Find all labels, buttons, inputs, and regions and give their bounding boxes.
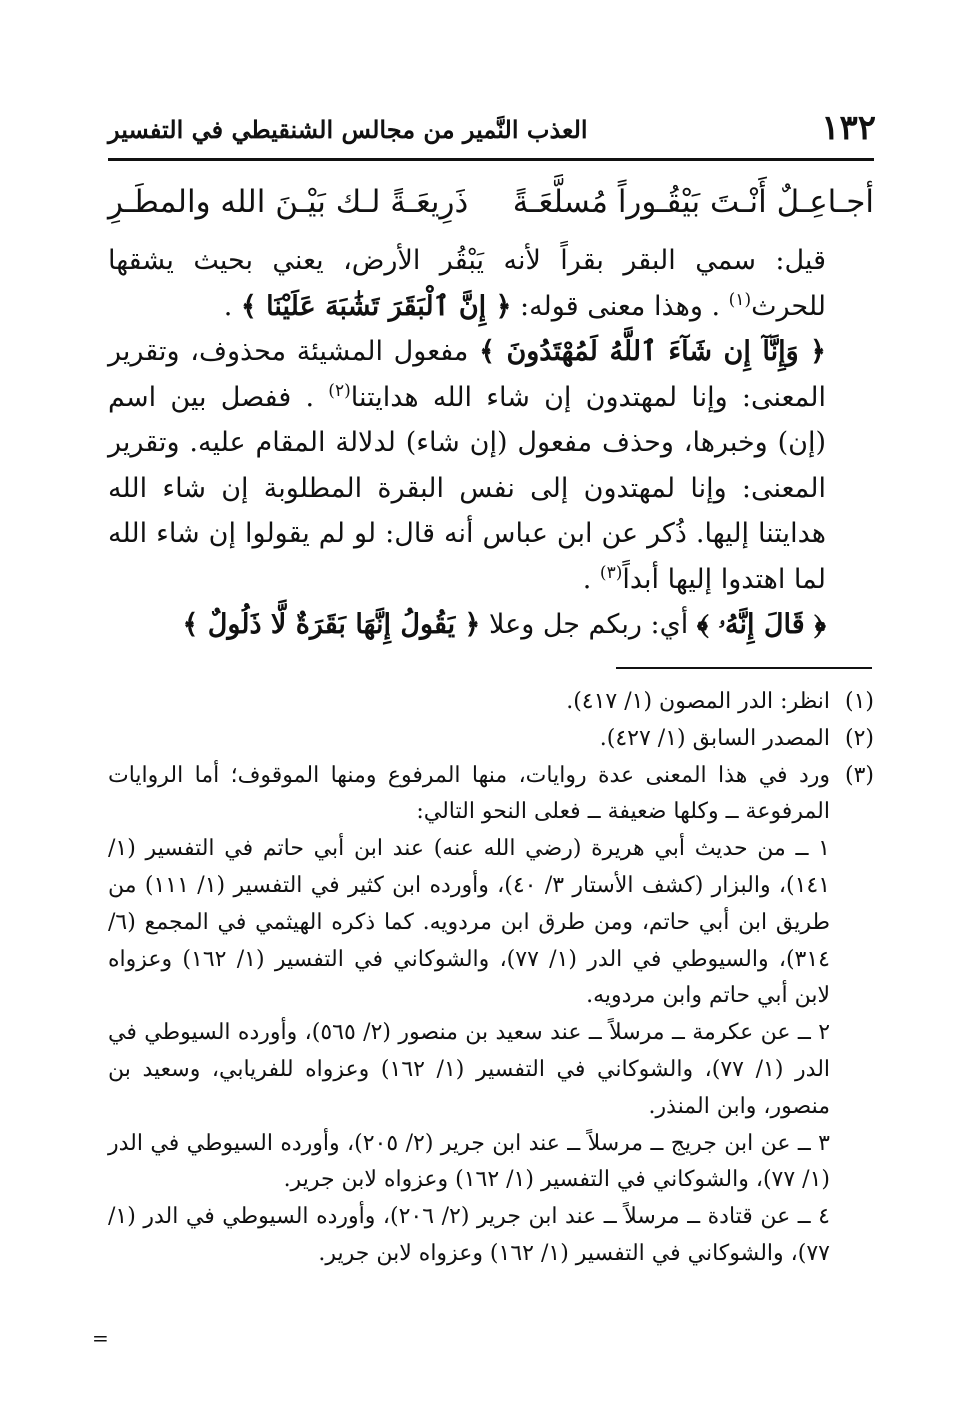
paragraph-1	[108, 238, 874, 329]
footnote-3	[108, 758, 874, 1273]
footnotes	[108, 684, 874, 1273]
footnote-number: (٣)	[844, 762, 874, 788]
quran-quote: ﴿ إِنَّ ٱلْبَقَرَ تَشَٰبَهَ عَلَيْنَا ﴾	[240, 290, 512, 322]
footnote-list-item: ٣ ــ عن ابن جريج ــ مرسلاً ــ عند ابن جرير (٢/ ٢٠٥)، وأورده السيوطي في الدر (١/ ٧٧)، والشوكاني في التفسير (١/ ١٦٢) وعزواه لابن جرير.	[108, 1130, 830, 1193]
header-rule	[108, 158, 874, 161]
footnote-number: (١)	[844, 689, 874, 714]
footnote-text: ورد في هذا المعنى عدة روايات، منها المرفوع ومنها الموقوف؛ أما الروايات المرفوعة ــ وكلها ضعيفة ــ فعلى النحو التالي:	[108, 762, 830, 825]
paragraph-text: أي: ربكم جل وعلا	[480, 609, 697, 640]
paragraph-text: .	[223, 290, 241, 322]
footnote-ref-1: (١)	[728, 289, 752, 310]
footnote-number: (٢)	[844, 725, 874, 751]
paragraph-text: . ففصل بين اسم (إن) وخبرها، وحذف مفعول (إن شاء) لدلالة المقام عليه. وتقرير المعنى: وإنا لمهتدون إلى نفس البقرة المطلوبة إن شاء الله هدايتنا إليها. ذُكر عن ابن عباس أنه قال: لو لم يقولوا إن شاء الله لما اهتدوا إليها أبداً	[108, 381, 826, 595]
body-paragraphs	[108, 238, 874, 648]
verse-hemistich-second: ذَرِيعَـةً لـك بَيْـنَ الله والمطَـرِ	[108, 184, 469, 220]
footnote-list-item: ٤ ــ عن قتادة ــ مرسلاً ــ عند ابن جرير (٢/ ٢٠٦)، وأورده السيوطي في الدر (١/ ٧٧)، والشوكاني في التفسير (١/ ١٦٢) وعزواه لابن جرير.	[108, 1204, 830, 1266]
footnote-ref-3: (٣)	[599, 562, 623, 583]
footnote-list-item: ٢ ــ عن عكرمة ــ مرسلاً ــ عند سعيد بن منصور (٢/ ٥٦٥)، وأورده السيوطي في الدر (١/ ٧٧)، والشوكاني في التفسير (١/ ١٦٢) وعزواه للفريابي، وسعيد بن منصور، وابن المنذر.	[108, 1020, 831, 1119]
paragraph-3	[108, 602, 874, 648]
continuation-mark: =	[92, 1326, 109, 1350]
footnote-text: انظر: الدر المصون (١/ ٤١٧).	[566, 689, 830, 714]
paragraph-text: . وهذا معنى قوله:	[511, 290, 729, 322]
footnote-2	[108, 721, 874, 758]
page-number: ١٣٢	[821, 108, 876, 148]
paragraph-text: قيل: سمي البقر بقراً لأنه يَبْقُر الأرض، يعني بحيث يشقها للحرث	[108, 245, 826, 322]
quran-quote: ﴿ قَالَ إِنَّهُۥ ﴾	[696, 609, 826, 640]
footnote-ref-2: (٢)	[328, 380, 351, 401]
running-title: العذب النَّمير من مجالس الشنقيطي في التفسير	[108, 115, 588, 144]
paragraph-text: مفعول المشيئة محذوف، وتقرير المعنى: وإنا لمهتدون إن شاء الله هدايتنا	[108, 336, 826, 413]
quran-quote: ﴿ يَقُولُ إِنَّهَا بَقَرَةٌ لَّا ذَلُولٌ ﴾	[182, 609, 481, 640]
page-header	[108, 108, 876, 154]
poetry-verse	[108, 176, 874, 238]
footnote-list-item: ١ ــ من حديث أبي هريرة (رضي الله عنه) عند ابن أبي حاتم في التفسير (١/ ١٤١)، والبزار (كشف الأستار ٣/ ٤٠)، وأورده ابن كثير في التفسير (١/ ١١١) من طريق ابن أبي حاتم، ومن طرق ابن مردويه. كما ذكره الهيثمي في المجمع (٦/ ٣١٤)، والسيوطي في الدر (١/ ٧٧)، والشوكاني في التفسير (١/ ١٦٢) وعزواه لابن أبي حاتم وابن مردويه.	[108, 836, 831, 1009]
main-text	[108, 176, 874, 648]
footnote-separator	[616, 667, 872, 669]
paragraph-text: .	[582, 563, 600, 595]
footnote-text: المصدر السابق (١/ ٤٢٧).	[599, 725, 830, 751]
footnote-1	[108, 684, 874, 721]
quran-quote: ﴿ وَإِنَّآ إِن شَآءَ ٱللَّهُ لَمُهْتَدُونَ ﴾	[479, 336, 827, 367]
paragraph-2	[108, 329, 874, 602]
verse-hemistich-first: أجـاعِـلٌ أَنْـتَ بَيْقُـوراً مُسلَّعَـةً	[512, 184, 874, 220]
